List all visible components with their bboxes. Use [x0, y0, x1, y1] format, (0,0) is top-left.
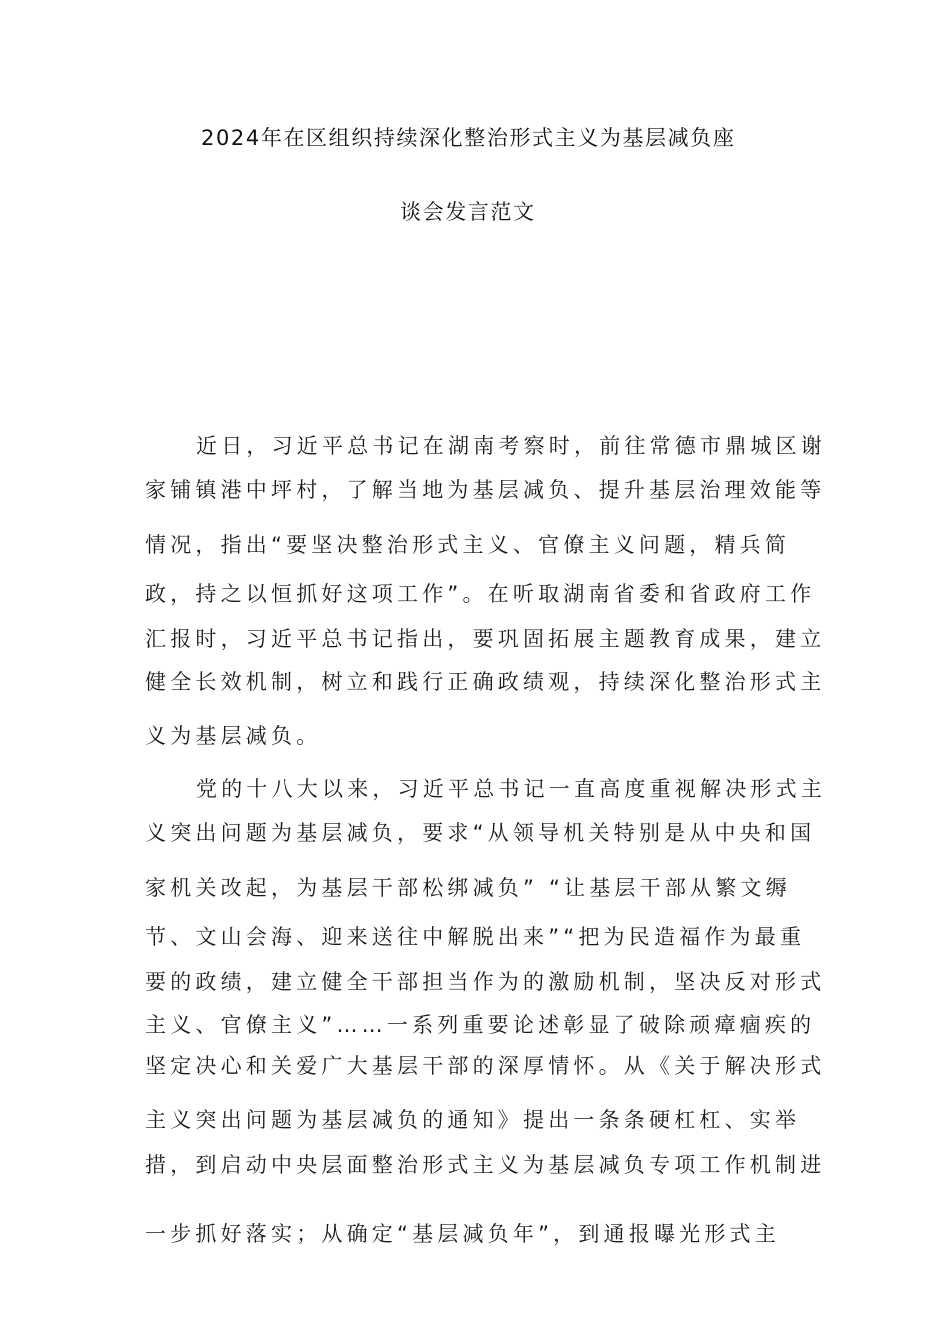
paragraph-1-line-7: 义为基层减负。	[145, 724, 322, 748]
paragraph-2-line-10: 一步抓好落实；从确定“基层减负年”，到通报曝光形式主	[145, 1222, 780, 1246]
paragraph-1-line-4: 政，持之以恒抓好这项工作”。在听取湖南省委和省政府工作	[145, 582, 816, 606]
paragraph-2-line-9: 措，到启动中央层面整治形式主义为基层减负专项工作机制进	[145, 1153, 826, 1177]
paragraph-2-line-5: 要的政绩，建立健全干部担当作为的激励机制，坚决反对形式	[145, 970, 826, 994]
paragraph-1-line-5: 汇报时，习近平总书记指出，要巩固拓展主题教育成果，建立	[145, 627, 826, 651]
paragraph-2-line-7: 坚定决心和关爱广大基层干部的深厚情怀。从《关于解决形式	[145, 1054, 826, 1078]
paragraph-2-line-8: 主义突出问题为基层减负的通知》提出一条条硬杠杠、实举	[145, 1108, 801, 1132]
paragraph-1-line-6: 健全长效机制，树立和践行正确政绩观，持续深化整治形式主	[145, 670, 826, 694]
paragraph-2-line-6: 主义、官僚主义”……一系列重要论述彰显了破除顽瘴痼疾的	[145, 1013, 816, 1037]
paragraph-2-line-1: 党的十八大以来，习近平总书记一直高度重视解决形式主	[196, 777, 826, 801]
document-title-line-2: 谈会发言范文	[400, 200, 536, 224]
paragraph-1-line-1: 近日，习近平总书记在湖南考察时，前往常德市鼎城区谢	[196, 434, 826, 458]
paragraph-2-line-3: 家机关改起，为基层干部松绑减负” “让基层干部从繁文缛	[145, 876, 791, 900]
paragraph-1-line-2: 家铺镇港中坪村，了解当地为基层减负、提升基层治理效能等	[145, 478, 826, 502]
document-title-line-1: 2024年在区组织持续深化整治形式主义为基层减负座	[201, 126, 736, 150]
paragraph-2-line-4: 节、文山会海、迎来送往中解脱出来”“把为民造福作为最重	[145, 925, 806, 949]
paragraph-2-line-2: 义突出问题为基层减负，要求“从领导机关特别是从中央和国	[145, 821, 816, 845]
paragraph-1-line-3: 情况，指出“要坚决整治形式主义、官僚主义问题，精兵简	[145, 533, 791, 557]
